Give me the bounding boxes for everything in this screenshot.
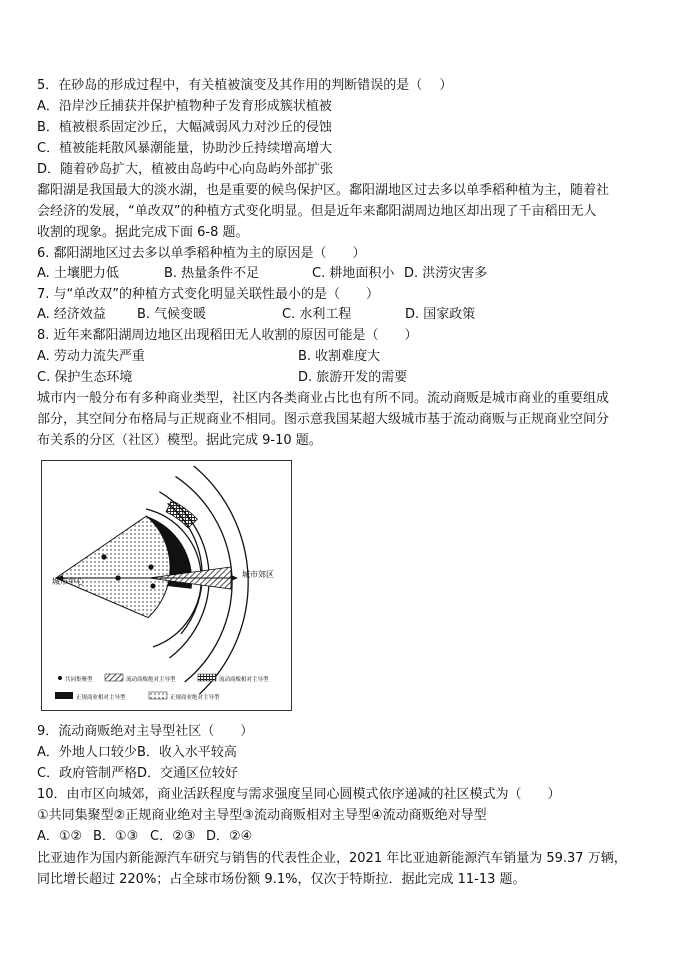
q10-items: ①共同集聚型②正规商业绝对主导型③流动商贩相对主导型④流动商贩绝对导型	[37, 808, 487, 823]
q8-option-b: B. 收割难度大	[298, 349, 381, 364]
q10-option-d: D．②④	[206, 829, 253, 844]
q6-option-c: C. 耕地面积小	[312, 266, 395, 281]
q6-option-a: A. 土壤肥力低	[37, 266, 119, 281]
q8-option-d: D. 旅游开发的需要	[298, 370, 408, 385]
q8-stem: 8. 近年来鄱阳湖周边地区出现稻田无人收割的原因可能是（ ）	[37, 328, 418, 343]
co-agglomeration-dot	[101, 554, 106, 559]
legend-label: 流动商贩绝对主导型	[126, 677, 176, 683]
q7-stem: 7. 与“单改双”的种植方式变化明显关联性最小的是（ ）	[37, 287, 380, 302]
legend-dots-icon	[149, 692, 167, 699]
legend-label: 正规商业绝对主导型	[170, 695, 220, 701]
legend-label: 正规商业相对主导型	[76, 695, 126, 701]
q8-option-c: C. 保护生态环境	[37, 370, 133, 385]
city-zone-model-figure	[41, 460, 292, 711]
q10-stem: 10．由市区向城郊，商业活跃程度与需求强度呈同心圆模式依序递减的社区模式为（ ）	[37, 787, 561, 802]
q9-option-a: A．外地人口较少	[37, 745, 137, 760]
q10-option-b: B．①③	[93, 829, 139, 844]
co-agglomeration-dot	[148, 564, 153, 569]
q10-option-a: A．①②	[37, 829, 83, 844]
q9-stem: 9．流动商贩绝对主导型社区（ ）	[37, 724, 254, 739]
q5-option-b: B．植被根系固定沙丘，大幅减弱风力对沙丘的侵蚀	[37, 120, 332, 135]
city-suburb-label: 城市郊区	[242, 570, 274, 579]
q5-option-d: D．随着砂岛扩大，植被由岛屿中心向岛屿外部扩张	[37, 162, 334, 177]
poyang-passage-line: 鄱阳湖是我国最大的淡水湖，也是重要的候鸟保护区。鄱阳湖地区过去多以单季稻种植为主，随着社	[37, 183, 610, 198]
byd-passage-line: 同比增长超过 220%；占全球市场份额 9.1%，仅次于特斯拉．据此完成 11-13 题。	[37, 872, 526, 887]
city-passage-line: 城市内一般分布有多种商业类型，社区内各类商业占比也有所不同。流动商贩是城市商业的重要组成	[37, 391, 610, 406]
q9-option-c: C．政府管制严格	[37, 766, 138, 781]
byd-passage-line: 比亚迪作为国内新能源汽车研究与销售的代表性企业，2021 年比亚迪新能源汽车销量为 59.37 万辆，	[37, 851, 627, 866]
q10-option-c: C．②③	[150, 829, 196, 844]
q5-option-c: C．植被能耗散风暴潮能量，协助沙丘持续增高增大	[37, 141, 333, 156]
city-passage-line: 部分，其空间分布格局与正规商业不相同。图示意我国某超大级城市基于流动商贩与正规商业空间分	[37, 412, 610, 427]
city-passage-line: 布关系的分区（社区）模型。据此完成 9-10 题。	[37, 433, 322, 448]
legend-hatch-icon	[105, 674, 123, 681]
legend-grid-icon	[198, 674, 216, 681]
q9-option-b: B．收入水平较高	[137, 745, 237, 760]
legend-co-agglomeration-icon	[58, 676, 62, 680]
q6-option-b: B. 热量条件不足	[164, 266, 260, 281]
co-agglomeration-dot	[150, 583, 155, 588]
q8-option-a: A. 劳动力流失严重	[37, 349, 145, 364]
poyang-passage-line: 会经济的发展，“单改双”的种植方式变化明显。但是近年来鄱阳湖周边地区却出现了千亩稻田无人	[37, 204, 597, 219]
legend-label: 流动商贩相对主导型	[219, 677, 269, 683]
legend-label: 共同集聚型	[65, 677, 93, 683]
q7-option-c: C. 水利工程	[282, 307, 352, 322]
q5-option-a: A．沿岸沙丘捕获并保护植物种子发育形成簇状植被	[37, 99, 332, 114]
q7-option-d: D. 国家政策	[405, 307, 476, 322]
q6-stem: 6. 鄱阳湖地区过去多以单季稻种植为主的原因是（ ）	[37, 246, 366, 261]
poyang-passage-line: 收割的现象。据此完成下面 6-8 题。	[37, 225, 249, 240]
q7-option-a: A. 经济效益	[37, 307, 106, 322]
q5-stem: 5．在砂岛的形成过程中，有关植被演变及其作用的判断错误的是（ ）	[37, 78, 453, 93]
q7-option-b: B. 气候变暖	[137, 307, 207, 322]
city-zone-model-diagram	[41, 460, 292, 711]
q9-option-d: D．交通区位较好	[137, 766, 239, 781]
city-center-label: 城市中心	[52, 577, 84, 586]
legend-black-icon	[55, 692, 73, 699]
q6-option-d: D. 洪涝灾害多	[404, 266, 488, 281]
co-agglomeration-dot	[115, 575, 120, 580]
